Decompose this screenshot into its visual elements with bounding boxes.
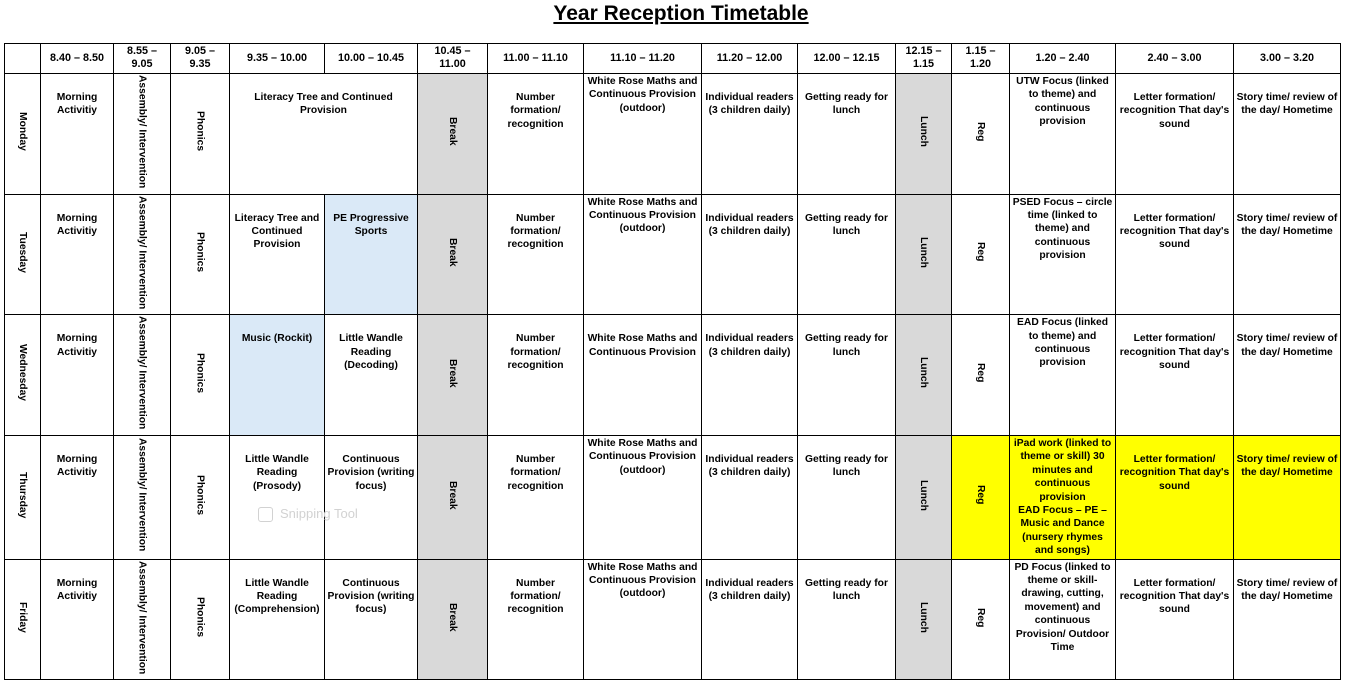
letter-cell: Letter formation/ recognition That day's sound <box>1116 73 1234 194</box>
story-cell: Story time/ review of the day/ Hometime <box>1234 315 1341 436</box>
time-header: 2.40 – 3.00 <box>1116 44 1234 74</box>
lesson-cell: Continuous Provision (writing focus) <box>325 435 418 559</box>
time-header: 11.10 – 11.20 <box>584 44 702 74</box>
day-label: Monday <box>5 73 41 194</box>
number-cell: Number formation/ recognition <box>488 194 584 315</box>
time-header: 1.15 – 1.20 <box>952 44 1010 74</box>
corner-cell <box>5 44 41 74</box>
reg-cell: Reg <box>952 559 1010 680</box>
morning-cell: Morning Activitiy <box>41 559 114 680</box>
letter-cell: Letter formation/ recognition That day's sound <box>1116 435 1234 559</box>
maths-cell: White Rose Maths and Continuous Provision (outdoor) <box>584 435 702 559</box>
assembly-cell: Assembly/ Intervention <box>114 559 171 680</box>
letter-cell: Letter formation/ recognition That day's sound <box>1116 315 1234 436</box>
lunch-cell: Lunch <box>896 559 952 680</box>
break-cell: Break <box>418 194 488 315</box>
number-cell: Number formation/ recognition <box>488 559 584 680</box>
lesson-cell: PE Progressive Sports <box>325 194 418 315</box>
timetable <box>4 43 1341 680</box>
break-cell: Break <box>418 435 488 559</box>
morning-cell: Morning Activitiy <box>41 73 114 194</box>
lunch-ready-cell: Getting ready for lunch <box>798 559 896 680</box>
time-header: 11.00 – 11.10 <box>488 44 584 74</box>
lunch-cell: Lunch <box>896 435 952 559</box>
day-label: Thursday <box>5 435 41 559</box>
time-header: 9.05 – 9.35 <box>171 44 230 74</box>
time-header-row <box>5 44 1341 74</box>
day-row-monday <box>5 73 1341 194</box>
focus-cell: iPad work (linked to theme or skill) 30 minutes and continuous provision EAD Focus – PE – Music and Dance (nursery rhymes and songs) <box>1010 435 1116 559</box>
lesson-cell: Literacy Tree and Continued Provision <box>230 73 418 194</box>
focus-cell: PD Focus (linked to theme or skill- drawing, cutting, movement) and continuous Provision/ Outdoor Time <box>1010 559 1116 680</box>
time-header: 12.00 – 12.15 <box>798 44 896 74</box>
lunch-cell: Lunch <box>896 73 952 194</box>
reg-cell: Reg <box>952 435 1010 559</box>
reg-cell: Reg <box>952 194 1010 315</box>
assembly-cell: Assembly/ Intervention <box>114 315 171 436</box>
lesson-cell: Little Wandle Reading (Prosody) <box>230 435 325 559</box>
break-cell: Break <box>418 559 488 680</box>
maths-cell: White Rose Maths and Continuous Provision (outdoor) <box>584 194 702 315</box>
time-header: 10.45 – 11.00 <box>418 44 488 74</box>
time-header: 1.20 – 2.40 <box>1010 44 1116 74</box>
story-cell: Story time/ review of the day/ Hometime <box>1234 194 1341 315</box>
time-header: 8.55 – 9.05 <box>114 44 171 74</box>
phonics-cell: Phonics <box>171 435 230 559</box>
lesson-cell: Music (Rockit) <box>230 315 325 436</box>
day-label: Wednesday <box>5 315 41 436</box>
phonics-cell: Phonics <box>171 73 230 194</box>
time-header: 8.40 – 8.50 <box>41 44 114 74</box>
focus-cell: UTW Focus (linked to theme) and continuous provision <box>1010 73 1116 194</box>
day-row-tuesday <box>5 194 1341 315</box>
story-cell: Story time/ review of the day/ Hometime <box>1234 73 1341 194</box>
lunch-ready-cell: Getting ready for lunch <box>798 73 896 194</box>
readers-cell: Individual readers (3 children daily) <box>702 194 798 315</box>
lunch-ready-cell: Getting ready for lunch <box>798 435 896 559</box>
maths-cell: White Rose Maths and Continuous Provision <box>584 315 702 436</box>
lesson-cell: Little Wandle Reading (Comprehension) <box>230 559 325 680</box>
page-title: Year Reception Timetable <box>553 2 809 25</box>
story-cell: Story time/ review of the day/ Hometime <box>1234 559 1341 680</box>
time-header: 9.35 – 10.00 <box>230 44 325 74</box>
snipping-tool-label: Snipping Tool <box>280 506 358 521</box>
morning-cell: Morning Activitiy <box>41 194 114 315</box>
letter-cell: Letter formation/ recognition That day's sound <box>1116 194 1234 315</box>
maths-cell: White Rose Maths and Continuous Provision (outdoor) <box>584 559 702 680</box>
lunch-ready-cell: Getting ready for lunch <box>798 315 896 436</box>
break-cell: Break <box>418 73 488 194</box>
story-cell: Story time/ review of the day/ Hometime <box>1234 435 1341 559</box>
maths-cell: White Rose Maths and Continuous Provision (outdoor) <box>584 73 702 194</box>
lunch-cell: Lunch <box>896 194 952 315</box>
focus-cell: PSED Focus – circle time (linked to theme) and continuous provision <box>1010 194 1116 315</box>
scissors-icon <box>258 507 273 522</box>
assembly-cell: Assembly/ Intervention <box>114 435 171 559</box>
assembly-cell: Assembly/ Intervention <box>114 73 171 194</box>
readers-cell: Individual readers (3 children daily) <box>702 73 798 194</box>
readers-cell: Individual readers (3 children daily) <box>702 315 798 436</box>
lunch-cell: Lunch <box>896 315 952 436</box>
readers-cell: Individual readers (3 children daily) <box>702 559 798 680</box>
phonics-cell: Phonics <box>171 315 230 436</box>
phonics-cell: Phonics <box>171 194 230 315</box>
letter-cell: Letter formation/ recognition That day's sound <box>1116 559 1234 680</box>
phonics-cell: Phonics <box>171 559 230 680</box>
focus-cell: EAD Focus (linked to theme) and continuous provision <box>1010 315 1116 436</box>
morning-cell: Morning Activitiy <box>41 435 114 559</box>
lunch-ready-cell: Getting ready for lunch <box>798 194 896 315</box>
snipping-tool-overlay[interactable] <box>246 497 716 537</box>
readers-cell: Individual readers (3 children daily) <box>702 435 798 559</box>
time-header: 3.00 – 3.20 <box>1234 44 1341 74</box>
reg-cell: Reg <box>952 73 1010 194</box>
lesson-cell: Little Wandle Reading (Decoding) <box>325 315 418 436</box>
day-label: Friday <box>5 559 41 680</box>
time-header: 12.15 – 1.15 <box>896 44 952 74</box>
break-cell: Break <box>418 315 488 436</box>
number-cell: Number formation/ recognition <box>488 73 584 194</box>
morning-cell: Morning Activitiy <box>41 315 114 436</box>
assembly-cell: Assembly/ Intervention <box>114 194 171 315</box>
day-row-wednesday <box>5 315 1341 436</box>
lesson-cell: Literacy Tree and Continued Provision <box>230 194 325 315</box>
lesson-cell: Continuous Provision (writing focus) <box>325 559 418 680</box>
time-header: 11.20 – 12.00 <box>702 44 798 74</box>
day-label: Tuesday <box>5 194 41 315</box>
number-cell: Number formation/ recognition <box>488 435 584 559</box>
day-row-friday <box>5 559 1341 680</box>
time-header: 10.00 – 10.45 <box>325 44 418 74</box>
number-cell: Number formation/ recognition <box>488 315 584 436</box>
reg-cell: Reg <box>952 315 1010 436</box>
